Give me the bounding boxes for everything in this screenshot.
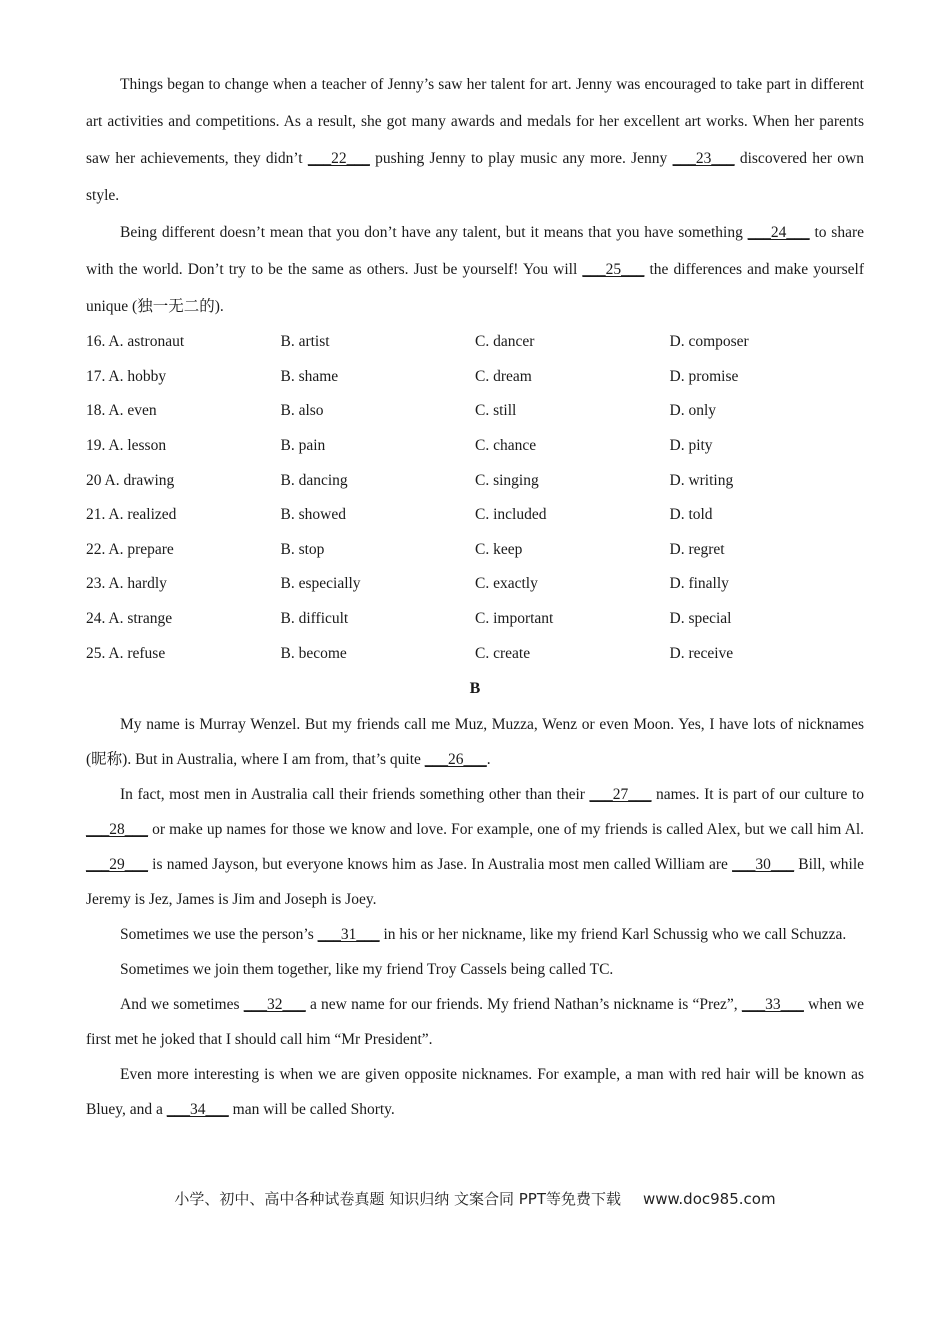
option-c: C. keep bbox=[475, 540, 523, 558]
answer-blank: ___26___ bbox=[424, 750, 487, 768]
answer-blank: ___23___ bbox=[672, 150, 735, 167]
passage-text: In fact, most men in Australia call their friends something other than their bbox=[120, 785, 590, 803]
option-a: 18. A. even bbox=[86, 402, 157, 420]
option-d: D. regret bbox=[669, 540, 725, 558]
footer-website: www.doc985.com bbox=[642, 1190, 776, 1208]
passage-text: pushing Jenny to play music any more. Jenny bbox=[369, 150, 673, 167]
passage-b-paragraph bbox=[86, 952, 864, 987]
passage-text: Things began to change when a teacher of Jenny’s saw her talent for art. Jenny was encouraged to take part in different art activities and competitions. As a result, she got many awards and medals for her excellent art works. When her parents saw her achievements, they didn’t bbox=[86, 76, 864, 167]
answer-blank: ___28___ bbox=[86, 820, 148, 838]
passage-text: a new name for our friends. My friend Nathan’s nickname is “Prez”, bbox=[305, 995, 742, 1013]
answer-blank: ___31___ bbox=[317, 925, 380, 943]
option-c: C. dancer bbox=[475, 333, 535, 351]
option-a: 23. A. hardly bbox=[86, 575, 167, 593]
page-footer bbox=[0, 1188, 950, 1209]
option-c: C. chance bbox=[475, 437, 537, 455]
passage-text: or make up names for those we know and love. For example, one of my friends is called Alex, but we call him Al. bbox=[148, 820, 864, 838]
option-d: D. finally bbox=[669, 575, 729, 593]
passage-text: And we sometimes bbox=[120, 995, 244, 1013]
question-row bbox=[86, 498, 864, 533]
passage-text: Sometimes we join them together, like my friend Troy Cassels being called TC. bbox=[120, 960, 614, 978]
option-b: B. showed bbox=[280, 506, 346, 524]
answer-blank: ___24___ bbox=[747, 224, 810, 241]
option-a: 16. A. astronaut bbox=[86, 333, 185, 351]
option-a: 19. A. lesson bbox=[86, 437, 167, 455]
question-row bbox=[86, 567, 864, 602]
answer-blank: ___30___ bbox=[732, 855, 795, 873]
question-row bbox=[86, 360, 864, 395]
question-row bbox=[86, 463, 864, 498]
answer-blank: ___32___ bbox=[243, 995, 306, 1013]
option-d: D. pity bbox=[669, 437, 713, 455]
option-d: D. told bbox=[669, 506, 713, 524]
option-b: B. dancing bbox=[280, 471, 348, 489]
passage-b bbox=[86, 707, 864, 1127]
passage-b-paragraph bbox=[86, 987, 864, 1057]
option-c: C. exactly bbox=[475, 575, 538, 593]
option-b: B. stop bbox=[280, 540, 325, 558]
option-a: 20 A. drawing bbox=[86, 471, 175, 489]
question-row bbox=[86, 602, 864, 637]
option-d: D. special bbox=[669, 610, 732, 628]
passage-text: the differences and make yourself unique (独一无二的). bbox=[86, 261, 864, 315]
passage-a-paragraph-2 bbox=[86, 214, 864, 325]
passage-text: discovered her own style. bbox=[86, 150, 865, 204]
answer-blank: ___22___ bbox=[307, 150, 370, 167]
passage-text: Being different doesn’t mean that you don’t have any talent, but it means that you have something bbox=[120, 224, 748, 241]
passage-text: to share with the world. Don’t try to be the same as others. Just be yourself! You will bbox=[86, 224, 864, 278]
option-c: C. singing bbox=[475, 471, 539, 489]
passage-text: . bbox=[486, 750, 491, 768]
answer-blank: ___34___ bbox=[166, 1100, 229, 1118]
option-a: 22. A. prepare bbox=[86, 540, 174, 558]
passage-a-paragraph-1 bbox=[86, 66, 864, 214]
passage-text: My name is Murray Wenzel. But my friends call me Muz, Muzza, Wenz or even Moon. Yes, I have lots of nicknames (昵称). But in Australia, where I am from, that’s quite bbox=[86, 715, 864, 768]
option-b: B. also bbox=[280, 402, 324, 420]
passage-text: Bill, while Jeremy is Jez, James is Jim and Joseph is Joey. bbox=[86, 855, 865, 908]
section-b-title: B bbox=[469, 679, 481, 697]
option-d: D. only bbox=[669, 402, 716, 420]
passage-text: in his or her nickname, like my friend Karl Schussig who we call Schuzza. bbox=[379, 925, 847, 943]
option-b: B. become bbox=[280, 644, 347, 662]
option-c: C. included bbox=[475, 506, 547, 524]
passage-text: when we first met he joked that I should call him “Mr President”. bbox=[86, 995, 864, 1048]
passage-b-paragraph bbox=[86, 777, 864, 917]
option-b: B. difficult bbox=[280, 610, 349, 628]
question-row bbox=[86, 394, 864, 429]
option-b: B. artist bbox=[280, 333, 330, 351]
option-d: D. receive bbox=[669, 644, 734, 662]
passage-text: man will be called Shorty. bbox=[228, 1100, 395, 1118]
question-row bbox=[86, 533, 864, 568]
option-b: B. pain bbox=[280, 437, 326, 455]
options-table bbox=[86, 325, 864, 671]
option-d: D. composer bbox=[669, 333, 749, 351]
exam-page bbox=[86, 66, 864, 1127]
option-c: C. dream bbox=[475, 367, 532, 385]
question-row bbox=[86, 429, 864, 464]
answer-blank: ___27___ bbox=[589, 785, 652, 803]
option-a: 17. A. hobby bbox=[86, 367, 167, 385]
option-b: B. shame bbox=[280, 367, 339, 385]
option-a: 24. A. strange bbox=[86, 610, 173, 628]
option-c: C. important bbox=[475, 610, 554, 628]
option-b: B. especially bbox=[280, 575, 361, 593]
question-row bbox=[86, 636, 864, 671]
passage-text: is named Jayson, but everyone knows him as Jase. In Australia most men called William are bbox=[148, 855, 733, 873]
answer-blank: ___33___ bbox=[741, 995, 804, 1013]
footer-ad-text: 小学、初中、高中各种试卷真题 知识归纳 文案合同 PPT等免费下载 bbox=[174, 1190, 621, 1208]
passage-text: Sometimes we use the person’s bbox=[120, 925, 318, 943]
option-c: C. create bbox=[475, 644, 531, 662]
answer-blank: ___29___ bbox=[86, 855, 148, 873]
passage-b-paragraph bbox=[86, 917, 864, 952]
option-a: 21. A. realized bbox=[86, 506, 177, 524]
passage-b-paragraph bbox=[86, 1057, 864, 1127]
passage-text: Even more interesting is when we are given opposite nicknames. For example, a man with red hair will be known as Bluey, and a bbox=[86, 1065, 864, 1118]
answer-blank: ___25___ bbox=[582, 261, 645, 278]
question-row bbox=[86, 325, 864, 360]
passage-b-paragraph bbox=[86, 707, 864, 777]
option-a: 25. A. refuse bbox=[86, 644, 166, 662]
option-d: D. writing bbox=[669, 471, 734, 489]
option-d: D. promise bbox=[669, 367, 739, 385]
passage-text: names. It is part of our culture to bbox=[651, 785, 865, 803]
option-c: C. still bbox=[475, 402, 517, 420]
